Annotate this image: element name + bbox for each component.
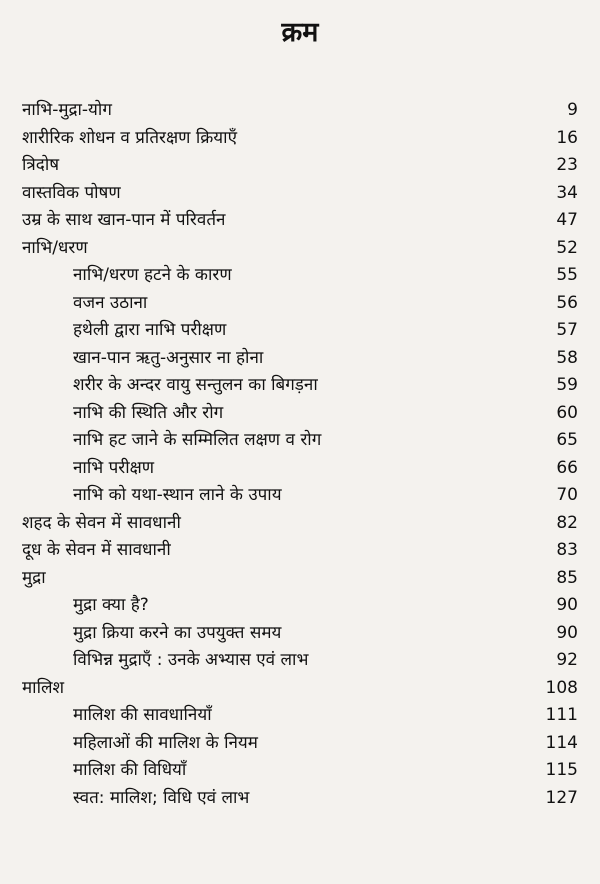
toc-entry-page: 55 xyxy=(556,265,578,285)
toc-entry-page: 82 xyxy=(556,512,578,533)
toc-entry xyxy=(0,235,600,263)
toc-entry-page: 115 xyxy=(545,760,578,780)
toc-list xyxy=(0,97,600,812)
toc-entry xyxy=(0,152,600,180)
toc-entry xyxy=(0,785,600,813)
toc-entry-page: 47 xyxy=(556,210,578,230)
toc-entry-title: शारीरिक शोधन व प्रतिरक्षण क्रियाएँ xyxy=(22,127,237,148)
toc-entry xyxy=(0,372,600,400)
toc-entry-title: त्रिदोष xyxy=(22,155,60,175)
toc-entry-page: 108 xyxy=(545,677,578,698)
toc-entry-title: मुद्रा xyxy=(22,567,46,588)
toc-entry xyxy=(0,207,600,235)
toc-entry-page: 9 xyxy=(567,100,578,120)
toc-entry-page: 85 xyxy=(556,567,578,588)
toc-entry-page: 70 xyxy=(556,485,578,505)
toc-entry-title: नाभि-मुद्रा-योग xyxy=(22,100,112,120)
toc-entry-title: हथेली द्वारा नाभि परीक्षण xyxy=(73,320,227,340)
toc-entry-title: मालिश की सावधानियाँ xyxy=(73,705,212,725)
toc-entry-page: 23 xyxy=(556,155,578,175)
toc-entry-title: मालिश की विधियाँ xyxy=(73,760,187,780)
toc-entry-title: विभिन्न मुद्राएँ : उनके अभ्यास एवं लाभ xyxy=(73,650,309,670)
toc-entry xyxy=(0,97,600,125)
toc-entry-page: 16 xyxy=(556,127,578,148)
toc-entry xyxy=(0,702,600,730)
toc-entry xyxy=(0,757,600,785)
toc-entry-title: दूध के सेवन में सावधानी xyxy=(22,540,171,560)
toc-entry-page: 90 xyxy=(556,595,578,615)
toc-entry-page: 90 xyxy=(556,622,578,643)
toc-entry-title: नाभि को यथा-स्थान लाने के उपाय xyxy=(73,485,282,505)
toc-entry-title: नाभि हट जाने के सम्मिलित लक्षण व रोग xyxy=(73,430,322,450)
toc-entry-page: 65 xyxy=(556,430,578,450)
toc-entry-title: वास्तविक पोषण xyxy=(22,182,121,203)
toc-entry xyxy=(0,647,600,675)
toc-entry xyxy=(0,620,600,648)
toc-entry xyxy=(0,455,600,483)
toc-entry-page: 34 xyxy=(556,182,578,203)
toc-entry-title: मुद्रा क्रिया करने का उपयुक्त समय xyxy=(73,622,282,643)
toc-entry-title: शहद के सेवन में सावधानी xyxy=(22,512,181,533)
toc-entry-page: 83 xyxy=(556,540,578,560)
toc-entry xyxy=(0,262,600,290)
toc-entry xyxy=(0,730,600,758)
toc-entry-title: उम्र के साथ खान-पान में परिवर्तन xyxy=(22,210,226,230)
toc-entry xyxy=(0,125,600,153)
toc-entry-page: 56 xyxy=(556,292,578,313)
toc-entry-page: 58 xyxy=(556,347,578,368)
toc-entry-title: वजन उठाना xyxy=(73,292,148,313)
toc-entry xyxy=(0,537,600,565)
toc-entry xyxy=(0,290,600,318)
toc-entry xyxy=(0,592,600,620)
toc-entry-page: 114 xyxy=(545,732,578,753)
toc-entry xyxy=(0,180,600,208)
toc-entry-title: नाभि परीक्षण xyxy=(73,457,155,478)
toc-entry-title: शरीर के अन्दर वायु सन्तुलन का बिगड़ना xyxy=(73,375,318,395)
page-title: क्रम xyxy=(281,17,319,48)
toc-entry xyxy=(0,345,600,373)
toc-entry-title: महिलाओं की मालिश के नियम xyxy=(73,732,258,753)
toc-entry-title: नाभि/धरण xyxy=(22,237,88,258)
toc-entry xyxy=(0,317,600,345)
toc-entry-title: स्वत: मालिश; विधि एवं लाभ xyxy=(73,787,250,808)
toc-entry-page: 52 xyxy=(556,237,578,258)
toc-entry-title: खान-पान ऋतु-अनुसार ना होना xyxy=(73,347,264,368)
toc-entry-page: 127 xyxy=(545,787,578,808)
toc-entry xyxy=(0,400,600,428)
toc-entry-title: मुद्रा क्या है? xyxy=(73,595,149,615)
toc-entry xyxy=(0,482,600,510)
toc-entry-page: 66 xyxy=(556,457,578,478)
toc-entry-title: नाभि की स्थिति और रोग xyxy=(73,402,224,423)
toc-entry-page: 60 xyxy=(556,402,578,423)
toc-entry-title: नाभि/धरण हटने के कारण xyxy=(73,265,232,285)
toc-entry-page: 57 xyxy=(556,320,578,340)
toc-entry-page: 59 xyxy=(556,375,578,395)
toc-entry xyxy=(0,427,600,455)
toc-entry xyxy=(0,675,600,703)
toc-entry-title: मालिश xyxy=(22,677,65,698)
toc-entry xyxy=(0,565,600,593)
toc-entry xyxy=(0,510,600,538)
toc-entry-page: 111 xyxy=(545,705,578,725)
toc-entry-page: 92 xyxy=(556,650,578,670)
